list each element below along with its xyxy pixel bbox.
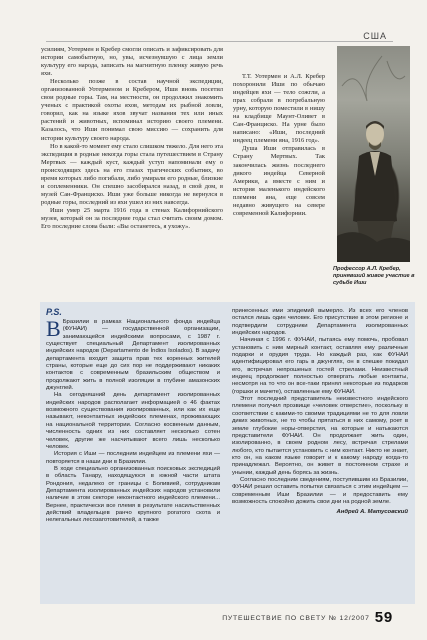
page-footer <box>222 609 393 626</box>
magazine-issue: ПУТЕШЕСТВИЕ ПО СВЕТУ № 12/2007 <box>222 615 370 622</box>
ps-paragraph <box>46 316 220 392</box>
ps-paragraph: Начиная с 1996 г. ФУНАИ, пытаясь ему помочь, пробовал установить с ним мирный контакт, оставляя ему различные подарки и орудия труда. Но каждый раз, как ФУНАИ идентифицировал его гарь в джунглях, он в спешке покидал его, встречая непрошеных гостей стрелами. Неизвестный индеец продолжает полностью отвергать любые контакты, несмотря на то что он все-таки принял некоторые из подарков (горшки и мачете), оставленные ему ФУНАИ. <box>232 337 408 395</box>
article-paragraph: Несколько позже в состав научной экспедиции, организованной Уотерменом и Кребером, Иши вновь посетил свои родные горы. Там, на местности, он продолжил знакомить ученых с практикой охоты яхов, методам их рыбной ловли, говорил, как на языке яхов звучат названия тех или иных растений и животных, вспоминал историю своего племени. Казалось, что Иши понимал свою миссию — сохранить для истории культуру своего народа. <box>41 78 223 142</box>
ps-paragraph: Этот последний представитель неизвестного индейского племени получил прозвище «человек отверстие», поскольку в соответствии с какими-то своими традициями не то для ловли диких животных, не то чтобы прятаться в них самому, роет в земле глубокие норы-отверстия, на которые и натыкаются представители ФУНАИ. Он продолжает жить один, изолированно, в своем родном лесу, встречая стрелами любого, кто пытается установить с ним контакт. Никто не знает, кто он, на каком языке говорит и к какому народу когда-то принадлежал. Вероятно, он живет в постоянном страхе и унынии, каждый день борясь за жизнь. <box>232 396 408 476</box>
kroeber-photo <box>337 46 410 262</box>
ps-label: P.S. <box>46 307 62 317</box>
ps-paragraph: История с Иши — последним индейцем из племени яхи — повторяется в наши дни в Бразилии. <box>46 451 220 465</box>
ps-paragraph: На сегодняшний день департамент изолированных индейских народов располагает информацией о 46 фактах возможного существования изолированных, или как их еще называют, неконтактных индейских племенах, проживающих на национальной территории. Согласно косвенным данным, численность одних из них составляет несколько сотен человек, другие же насчитывают всего лишь несколько человек. <box>46 392 220 450</box>
ps-sidebar <box>40 302 415 604</box>
article-column-2 <box>233 73 325 218</box>
ps-column-1 <box>46 316 220 525</box>
article-paragraph: усилиям, Уотермен и Кребер смогли описать и зафиксировать для истории самобытную, но, увы, исчезнувшую с лица земли культуру его народа, записать на магнитную пленку живую речь яхи. <box>41 46 223 78</box>
ps-paragraph: Согласно последним сведениям, поступившим из Бразилии, ФУНАИ решил оставить попытки связаться с этим индейцем — современным Иши Бразилии — и предоставить ему возможность спокойно дожить свои дни на родной земле. <box>232 476 408 505</box>
article-paragraph: Иши умер 25 марта 1916 года в стенах Калифорнийского музея, который он за последние годы стал считать своим домом. Его последние слова были: «Вы останетесь, я ухожу». <box>41 206 223 231</box>
page-number: 59 <box>374 609 393 626</box>
author-signature: Андрей А. Матусовский <box>336 509 408 516</box>
ps-paragraph-text: Бразилии в рамках Национального фонда индейца (ФУНАИ) — государственной организации, занимающейся индейскими вопросами, с 1987 г. существует специальный Департамент изолированных индейских народов (Departamento de Índios Isolados). В задачу департамента входит защита прав тех коренных жителей страны, которые еще до сих пор не поддерживают никаких контактов с современным бразильским обществом и продолжают жить в полной изоляции в глубине амазонских джунглей. <box>46 319 220 392</box>
ps-column-2 <box>232 308 408 517</box>
article-paragraph: Т.Т. Уотермен и А.Л. Кребер похоронили Иши по обычаю индейцев яхи — тело сожгли, а прах собрали в погребальную урну, которую поместили в нишу на кладбище Маунт-Оливет в Сан-Франциско. На урне было написано: «Иши, последний индеец племени яна, 1916 год». <box>233 73 325 145</box>
article-paragraph: Но в какой-то момент ему стало слишком тяжело. Для него эта экспедиция в родные некогда горы стала путешествием в Страну Мертвых — каждый куст, каждый уступ напоминали ему о происходящих здесь на его глазах трагических событиях, во время которых либо погибали, либо умирали его родные, близкие и соплеменники. Он спешно засобирался назад, в свой дом, в музей Сан-Франциско. Иши уже больше никогда не вернулся в родные горы, последний из яхи ушел из них навсегда. <box>41 142 223 206</box>
drop-cap: В <box>46 316 61 341</box>
photo-caption: Профессор А.Л. Кребер, принявший живое участие в судьбе Иши <box>333 266 415 286</box>
ps-paragraph: В ходе специально организованных поисковых экспедиций в область Танару, находящуюся в южной части штата Рондония, недалеко от границы с Боливией, сотрудникам Департамента изолированных индейских народов установили наличие в этом секторе неконтактного индейского племени... Вернее, практически все племя в результате насильственных действий владельцев ранчо крупного рогатого скота и нелегальных лесозаготовителей, а также <box>46 465 220 524</box>
ps-paragraph: принесенных ими эпидемий вымерло. Из всех его членов остался лишь один человек. Его присутствие в этом регионе и подтвердили сотрудники Департамента изолированных индейских народов. <box>232 308 408 337</box>
photo-figure <box>337 46 410 262</box>
header-rule <box>46 41 393 42</box>
article-paragraph: Душа Иши отправилась в Страну Мертвых. Так закончилась жизнь последнего дикого индейца Северной Америки, а вместе с ним и история маленького индейского племени яна, еще совсем недавно живущего на севере современной Калифорнии. <box>233 145 325 217</box>
section-label: США <box>363 31 387 41</box>
article-column-1 <box>41 46 223 231</box>
